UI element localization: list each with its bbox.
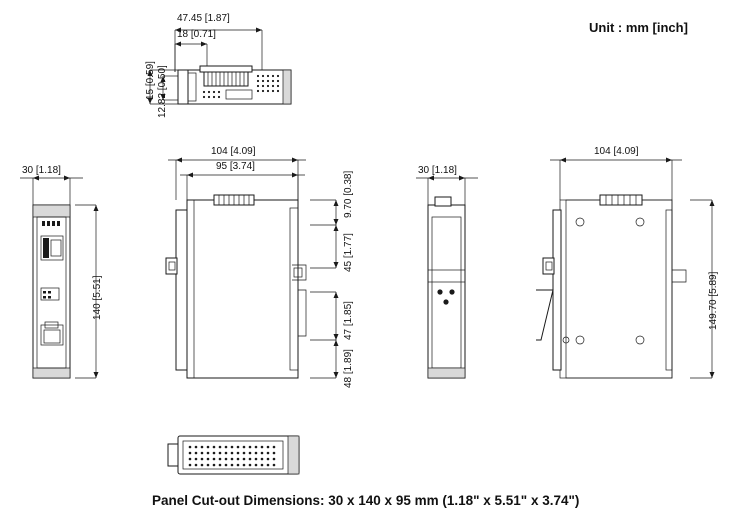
- right-side-view-geometry: [536, 158, 715, 379]
- dim-top-height-inner-text: 12.82 [0.50]: [157, 65, 168, 118]
- dim-side-depth-outer: 104 [4.09]: [211, 146, 256, 157]
- screw-holes: [563, 218, 644, 344]
- dim-side-depth-inner: 95 [3.74]: [216, 161, 255, 172]
- unit-note: Unit : mm [inch]: [589, 20, 688, 35]
- dim-side-bottom-offset: 48 [1.89]: [343, 349, 354, 388]
- dim-side-top-offset: 9.70 [0.38]: [343, 170, 354, 218]
- front-view-geometry: [20, 176, 99, 379]
- panel-cutout-caption: Panel Cut-out Dimensions: 30 x 140 x 95 mm (1.18" x 5.51" x 3.74"): [152, 493, 580, 508]
- dim-right-height: 149.70 [5.89]: [708, 271, 719, 330]
- dim-side-mid-offset: 45 [1.77]: [343, 233, 354, 272]
- dim-top-width-outer: 47.45 [1.87]: [177, 13, 230, 24]
- top-view-geometry: [148, 28, 292, 105]
- bottom-view-geometry: [168, 436, 299, 474]
- dim-top-height-inner: [158, 65, 168, 118]
- dim-front-height: 140 [5.51]: [92, 275, 103, 320]
- dim-top-height-outer: 15 [0.59]: [145, 61, 156, 100]
- dim-right-depth: 104 [4.09]: [594, 146, 639, 157]
- side-view-geometry: [166, 158, 339, 379]
- rear-view-geometry: [416, 176, 478, 379]
- dim-rear-width: 30 [1.18]: [418, 165, 457, 176]
- dim-front-width: 30 [1.18]: [22, 165, 61, 176]
- dim-side-lower-offset: 47 [1.85]: [343, 301, 354, 340]
- dim-top-width-inner: 18 [0.71]: [177, 29, 216, 40]
